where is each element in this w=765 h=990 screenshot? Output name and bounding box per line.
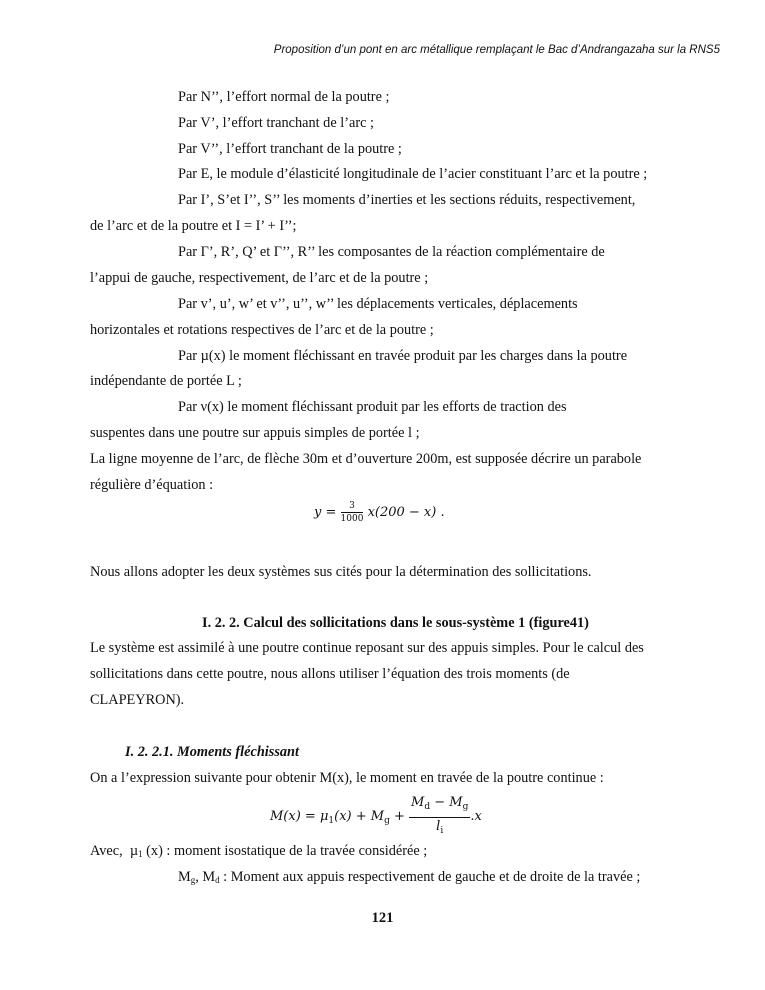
- text-line: suspentes dans une poutre sur appuis simples de portée l ;: [90, 425, 420, 441]
- text-line: Par I’, S’et I’’, S’’ les moments d’inerties et les sections réduits, respectivement,: [178, 192, 636, 208]
- text-line: Nous allons adopter les deux systèmes sus cités pour la détermination des sollicitations.: [90, 564, 592, 580]
- text-line: l’appui de gauche, respectivement, de l’arc et de la poutre ;: [90, 270, 429, 286]
- avec-line: Avec, µ1 (x) : moment isostatique de la travée considérée ;: [90, 843, 428, 859]
- text-line: Par µ(x) le moment fléchissant en travée produit par les charges dans la poutre: [178, 348, 628, 364]
- running-header: Proposition d’un pont en arc métallique remplaçant le Bac d’Andrangazaha sur la RNS5: [273, 44, 720, 56]
- text-line: indépendante de portée L ;: [90, 373, 242, 389]
- text-line: sollicitations dans cette poutre, nous allons utiliser l’équation des trois moments (de: [90, 666, 570, 682]
- section-heading: I. 2. 2. Calcul des sollicitations dans le sous-système 1 (figure41): [202, 615, 589, 631]
- text-line: On a l’expression suivante pour obtenir M(x), le moment en travée de la poutre continue :: [90, 770, 604, 786]
- text-line: Par ν(x) le moment fléchissant produit par les efforts de traction des: [178, 399, 567, 415]
- moment-equation: $M(x) = \mu_1(x) + M_g$ + $\frac{M_d - M_g}{l_i}$ .x: [270, 795, 482, 836]
- text-line: Le système est assimilé à une poutre continue reposant sur des appuis simples. Pour le calcul des: [90, 640, 644, 656]
- mg-md-line: Mg, Md : Moment aux appuis respectivement de gauche et de droite de la travée ;: [178, 869, 641, 885]
- text-line: Par V’, l’effort tranchant de l’arc ;: [178, 115, 374, 131]
- text-line: CLAPEYRON).: [90, 692, 185, 708]
- text-line: Par E, le module d’élasticité longitudinale de l’acier constituant l’arc et la poutre ;: [178, 166, 648, 182]
- text-line: de l’arc et de la poutre et I = I’ + I’’;: [90, 218, 297, 234]
- subsection-heading: I. 2. 2.1. Moments fléchissant: [125, 744, 299, 760]
- parabola-equation: y = $\frac{3}{1000}$ x(200 − x) .: [314, 501, 445, 524]
- text-line: Par V’’, l’effort tranchant de la poutre ;: [178, 141, 402, 157]
- text-line: La ligne moyenne de l’arc, de flèche 30m et d’ouverture 200m, est supposée décrire un parabole: [90, 451, 642, 467]
- text-line: Par v’, u’, w’ et v’’, u’’, w’’ les déplacements verticales, déplacements: [178, 296, 578, 312]
- text-line: régulière d’équation :: [90, 477, 214, 493]
- page-number: 121: [371, 910, 394, 926]
- text-line: Par Γ’, R’, Q’ et Γ’’, R’’ les composantes de la réaction complémentaire de: [178, 244, 605, 260]
- text-line: Par N’’, l’effort normal de la poutre ;: [178, 89, 390, 105]
- text-line: horizontales et rotations respectives de l’arc et de la poutre ;: [90, 322, 434, 338]
